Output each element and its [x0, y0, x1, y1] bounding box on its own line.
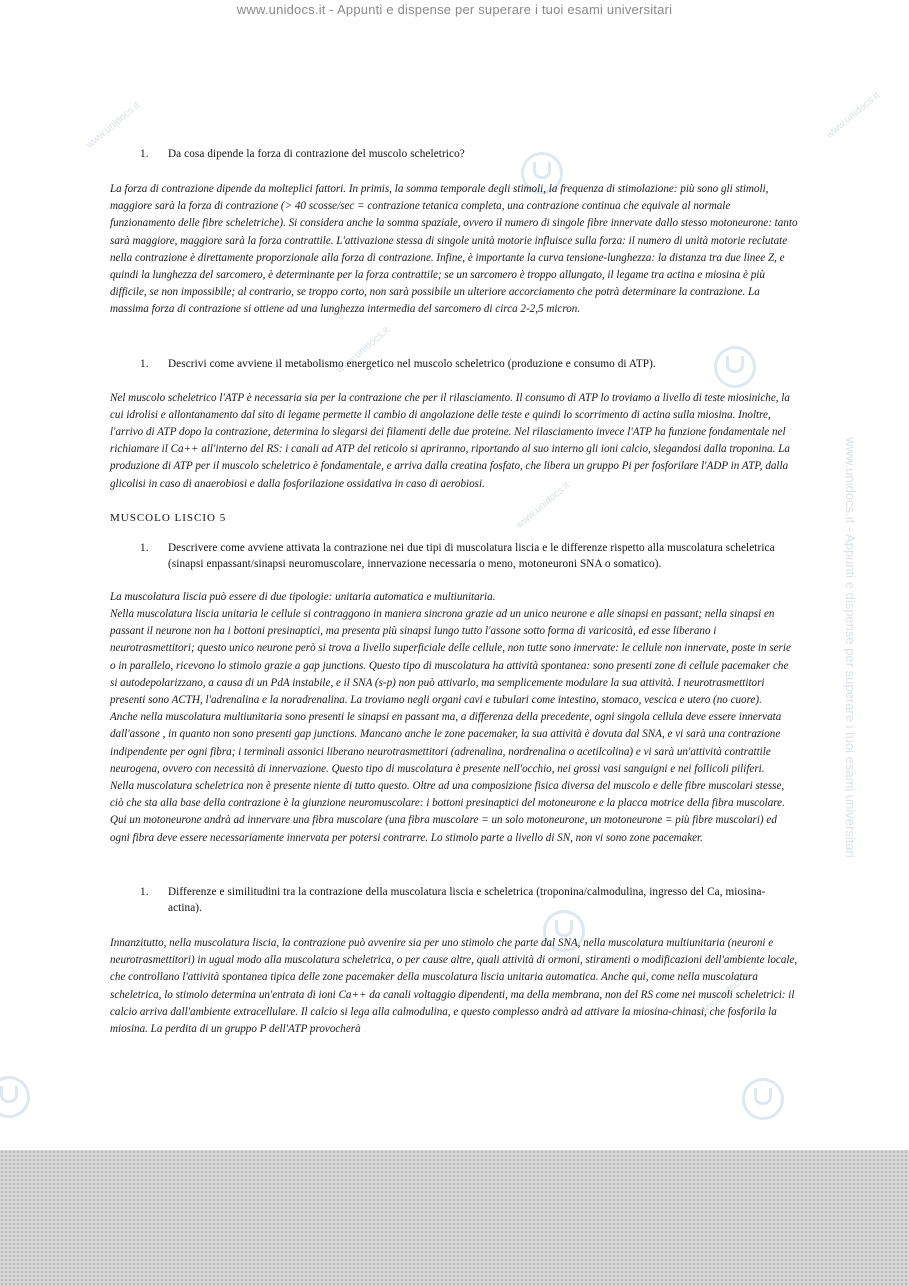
document-content [110, 140, 798, 1038]
question-4 [110, 884, 798, 916]
answer-4 [110, 935, 798, 1038]
watermark-diagonal: www.unidocs.it [824, 90, 882, 141]
watermark-diagonal: www.unidocs.it [334, 325, 392, 376]
answer-1 [110, 181, 798, 319]
question-number: 1. [140, 541, 149, 554]
page-bottom-overlay [0, 1150, 909, 1286]
question-text: Descrivere come avviene attivata la contrazione nei due tipi di muscolatura liscia e le differenze rispetto alla muscolatura scheletrica (sinapsi enpassant/sinapsi neuromuscolare, innervazione necessaria o meno, motoneuroni SNA o somatico). [168, 541, 775, 570]
question-2 [110, 356, 798, 372]
answer-2 [110, 390, 798, 493]
watermark-logo-icon [742, 1078, 784, 1120]
answer-paragraph: La muscolatura liscia può essere di due tipologie: unitaria automatica e multiunitaria. [110, 590, 496, 603]
watermark-diagonal: www.unidocs.it [84, 100, 142, 151]
answer-3 [110, 589, 798, 847]
question-text: Descrivi come avviene il metabolismo energetico nel muscolo scheletrico (produzione e consumo di ATP). [168, 357, 656, 370]
watermark-vertical-right: www.unidocs.it - Appunti e dispense per superare i tuoi esami universitari [842, 437, 858, 858]
watermark-logo-icon [0, 1076, 30, 1118]
answer-paragraph: Anche nella muscolatura multiunitaria sono presenti le sinapsi en passant ma, a differenza della precedente, ogni singola cellula deve essere innervata dall'assone , in quanto non sono presenti gap junctions. Mancano anche le zone pacemaker, la sua attività è dovuta dal SNA, e vi sarà una contrazione indipendente per ogni fibra; i terminali assonici liberano neurotrasmettitori (adrenalina, nordrenalina o acetilcolina) e vi sarà un'attività contrattile neurogena, ovvero con necessità di innervazione. Questo tipo di muscolatura è presente nell'occhio, nei grossi vasi sanguigni e nei follicoli piliferi. [110, 711, 782, 775]
question-3 [110, 540, 798, 572]
question-number: 1. [140, 148, 149, 160]
question-number: 1. [140, 357, 149, 370]
question-number: 1. [140, 885, 149, 898]
answer-paragraph: Nella muscolatura scheletrica non è presente niente di tutto questo. Oltre ad una composizione fisica diversa del muscolo e delle fibre muscolari stesse, ciò che sta alla base della contrazione è la giunzione neuromuscolare: i bottoni presinaptici del motoneurone e la placca motrice della fibra muscolare. Qui un motoneurone andrà ad innervare una fibra muscolare (una fibra muscolare = un solo motoneurone, un motoneurone = più fibre muscolari) ed ogni fibra deve essere necessariamente innervata per potersi contrarre. Lo stimolo parte a livello di SN, non vi sono zone pacemaker. [110, 780, 785, 844]
question-text: Da cosa dipende la forza di contrazione del muscolo scheletrico? [168, 148, 465, 160]
watermark-diagonal: www.unidocs.it [514, 480, 572, 531]
answer-paragraph: La forza di contrazione dipende da molteplici fattori. In primis, la somma temporale degli stimoli, la frequenza di stimolazione: più sono gli stimoli, maggiore sarà la forza di contrazione (> 40 scosse/sec = contrazione tetanica completa, una contrazione continua che equivale al normale funzionamento delle fibre scheletriche). Si considera anche la somma spaziale, ovvero il numero di singole fibre innervate dallo stesso motoneurone: tanto sarà maggiore, maggiore sarà la forza contrattile. L'attivazione stessa di singole unità motorie influisce sulla forza: il numero di unità motorie reclutate nella contrazione è direttamente proporzionale alla forza di contrazione. Infine, è importante la curva tensione-lunghezza: la distanza tra due linee Z, e quindi la lunghezza del sarcomero, è determinante per la forza contrattile; se un sarcomero è troppo allungato, il legame tra actina e miosina è più difficile, se non impossibile; al contrario, se troppo corto, non sarà possibile un ulteriore accorciamento che potrà determinare la contrazione. La massima forza di contrazione si ottiene ad una lunghezza intermedia del sarcomero di circa 2-2,5 micron. [110, 183, 798, 316]
site-banner: www.unidocs.it - Appunti e dispense per superare i tuoi esami universitari [236, 2, 673, 17]
answer-paragraph: Innanzitutto, nella muscolatura liscia, la contrazione può avvenire sia per uno stimolo che parte dal SNA, nella muscolatura multiunitaria (neuroni e neurotrasmettitori) in ugual modo alla muscolatura scheletrica, o per cause altre, quali attività di ormoni, stiramenti o modificazioni dell'ambiente locale, che controllano l'attività spontanea tipica delle zone pacemaker della muscolatura liscia unitaria automatica. Anche qui, come nella muscolatura scheletrica, lo stimolo determina un'entrata di ioni Ca++ da canali voltaggio dipendenti, ma della membrana, non del RS come nei muscoli scheletrici: il calcio arriva dall'ambiente extracellulare. Il calcio si lega alla calmodulina, e questo complesso andrà ad attivare la miosina-chinasi, che fosforila la miosina. La perdita di un gruppo P dell'ATP provocherà [110, 936, 798, 1035]
question-text: Differenze e similitudini tra la contrazione della muscolatura liscia e scheletrica (troponina/calmodulina, ingresso del Ca, miosina-actina). [168, 885, 766, 914]
section-heading: MUSCOLO LISCIO 5 [110, 511, 227, 524]
answer-paragraph: Nella muscolatura liscia unitaria le cellule si contraggono in maniera sincrona grazie ad un unico neurone e alle sinapsi en passant; nella sinapsi en passant il neurone non ha i bottoni presinaptici, ma presenta più sinapsi lungo tutto l'assone sotto forma di varicosità, ed esse liberano i neurotrasmettitori; questo unico neurone però si trova a livello superficiale delle cellule, non tutte sono innervate: le cellule non innervate, poste in serie o in parallelo, ricevono lo stimolo grazie a gap junctions. Questo tipo di muscolatura ha attività spontanea: sono presenti zone di cellule pacemaker che si autodepolarizzano, a causa di un PdA instabile, e il SNA (s-p) non può attivarlo, ma semplicemente modulare la sua attività. I neurotrasmettitori presenti sono ACTH, l'adrenalina e la noradrenalina. La troviamo negli organi cavi e tubulari come intestino, stomaco, vescica e utero (no cuore). [110, 608, 791, 707]
answer-paragraph: Nel muscolo scheletrico l'ATP è necessaria sia per la contrazione che per il rilasciamento. Il consumo di ATP lo troviamo a livello di teste miosiniche, la cui idrolisi e allontanamento dal sito di legame permette il cambio di angolazione delle teste e quindi lo scorrimento di actina sulla miosina. Inoltre, l'arrivo di ATP dopo la contrazione, determina lo slegarsi dei filamenti delle due proteine. Nel rilasciamento invece l'ATP ha funzione fondamentale nel richiamare il Ca++ all'interno del RS: i canali ad ATP del reticolo si apriranno, riportando al suo interno gli ioni calcio, slegandosi dalla troponina. La produzione di ATP per il muscolo scheletrico è fondamentale, e arriva dalla creatina fosfato, che libera un gruppo Pi per fosforilare l'ADP in ATP, dalla glicolisi in caso di anaerobiosi e dalla fosforilazione ossidativa in caso di aerobiosi. [110, 391, 790, 490]
question-1 [110, 146, 798, 162]
watermark-diagonal: www.unidocs.it [694, 970, 752, 1021]
